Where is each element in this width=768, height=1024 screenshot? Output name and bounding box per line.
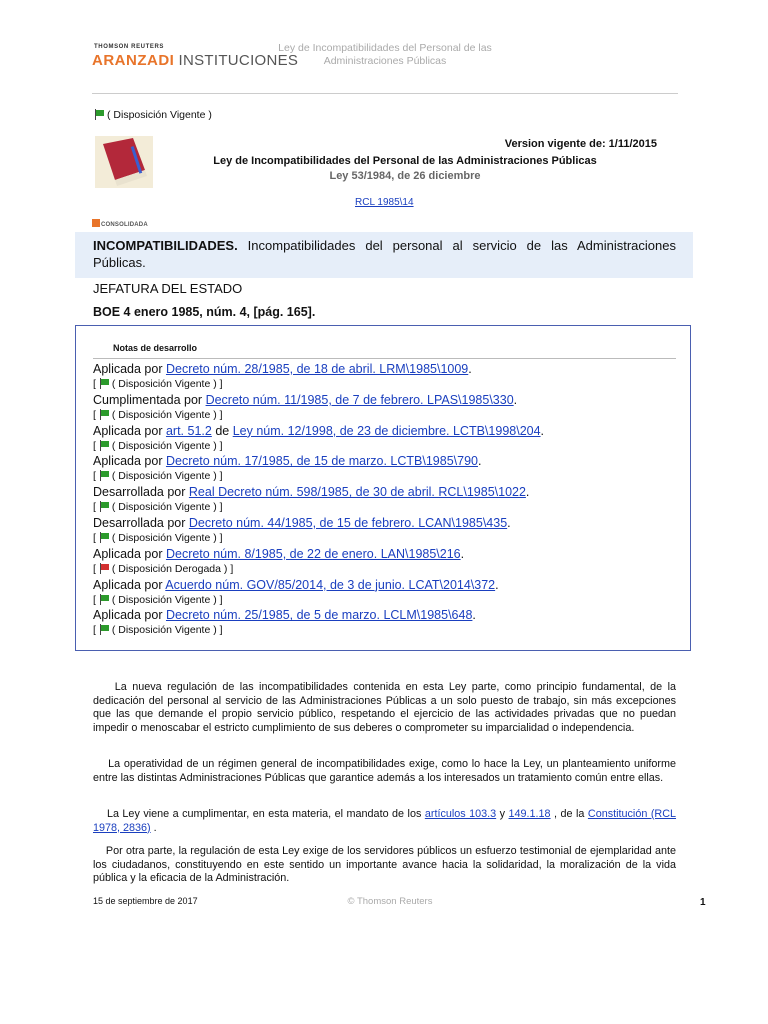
consolidada-icon (92, 219, 100, 227)
paragraph-3-text-b: y (496, 808, 509, 820)
note-item (93, 362, 683, 393)
green-flag-icon (100, 532, 109, 543)
note-suffix: . (472, 608, 476, 623)
brand-aranzadi: ARANZADI (92, 52, 175, 69)
note-line (93, 578, 683, 593)
note-line (93, 362, 683, 377)
note-suffix: . (513, 392, 518, 407)
paragraph-3-text-c: , de la (550, 808, 588, 820)
consolidada-label: CONSOLIDADA (101, 222, 148, 228)
note-status: [ ( Disposición Vigente ) ] (93, 378, 223, 390)
green-flag-icon (95, 109, 104, 120)
paragraph-3-text-a: La Ley viene a cumplimentar, en esta materia, el mandato de los (106, 808, 425, 820)
note-item (93, 485, 683, 516)
paragraph-4 (93, 845, 676, 886)
note-line (93, 393, 683, 408)
issuer: JEFATURA DEL ESTADO (93, 281, 243, 296)
note-link[interactable]: Decreto núm. 28/1985, de 18 de abril. LRM\1985\1009 (165, 362, 469, 376)
note-link[interactable]: art. 51.2 (165, 423, 212, 438)
note-suffix: . (477, 454, 482, 469)
note-prefix: Aplicada por (93, 577, 166, 592)
note-status: [ ( Disposición Vigente ) ] (93, 593, 223, 606)
header-divider (92, 93, 678, 94)
note-status-text: ( Disposición Vigente ) (111, 378, 217, 390)
paragraph-1 (93, 681, 676, 735)
note-status-text: ( Disposición Vigente ) (111, 531, 217, 544)
note-status: [ ( Disposición Vigente ) ] (93, 439, 223, 452)
note-status: [ ( Disposición Vigente ) ] (93, 408, 223, 421)
consolidada-badge (92, 219, 148, 228)
note-status: [ ( Disposición Derogada ) ] (93, 562, 234, 575)
note-item (93, 578, 683, 609)
paragraph-2 (93, 758, 676, 785)
red-flag-icon (100, 563, 109, 574)
note-link[interactable]: Decreto núm. 8/1985, de 22 de enero. LAN\1985\216 (165, 546, 461, 561)
footer-date: 15 de septiembre de 2017 (93, 896, 198, 906)
note-status-text: ( Disposición Vigente ) (111, 439, 217, 452)
brand-thomson-reuters: THOMSON REUTERS (94, 44, 165, 50)
note-line (93, 516, 683, 531)
note-suffix: . (540, 423, 545, 438)
note-item (93, 454, 683, 485)
header-title-line1: Ley de Incompatibilidades del Personal de las (278, 42, 492, 54)
articulo-149-link[interactable]: 149.1.18 (508, 808, 551, 820)
summary-heading: INCOMPATIBILIDADES. (93, 238, 238, 253)
note-link[interactable]: Decreto núm. 17/1985, de 15 de marzo. LCTB\1985\790 (165, 454, 478, 469)
summary-text (93, 237, 676, 271)
law-subtitle: Ley 53/1984, de 26 diciembre (329, 170, 481, 182)
note-line (93, 424, 683, 439)
note-suffix: . (495, 577, 499, 592)
note-prefix: Cumplimentada por (93, 392, 206, 407)
note-status-text: ( Disposición Vigente ) (111, 624, 217, 637)
green-flag-icon (100, 378, 109, 389)
note-suffix: . (525, 485, 530, 500)
note-link-2[interactable]: Ley núm. 12/1998, de 23 de diciembre. LCTB\1998\204 (232, 423, 541, 438)
notes-list (93, 362, 683, 639)
constitucion-link[interactable]: Constitución (RCL 1978, 2836) (93, 808, 677, 834)
articulos-link[interactable]: artículos 103.3 (424, 808, 497, 820)
brand-instituciones: INSTITUCIONES (178, 52, 299, 69)
green-flag-icon (100, 440, 109, 451)
note-link[interactable]: Real Decreto núm. 598/1985, de 30 de abril. RCL\1985\1022 (188, 485, 526, 500)
note-status-text: ( Disposición Vigente ) (111, 470, 217, 483)
note-link[interactable]: Acuerdo núm. GOV/85/2014, de 3 de junio. LCAT\2014\372 (165, 577, 496, 592)
note-item (93, 608, 683, 639)
note-status: [ ( Disposición Vigente ) ] (93, 624, 223, 637)
note-line (93, 547, 683, 562)
green-flag-icon (100, 624, 109, 635)
note-line (93, 485, 683, 500)
note-status: [ ( Disposición Vigente ) ] (93, 501, 223, 514)
note-item (93, 424, 683, 455)
version-date: Version vigente de: 1/11/2015 (504, 138, 657, 150)
note-link[interactable]: Decreto núm. 11/1985, de 7 de febrero. LPAS\1985\330 (205, 392, 514, 407)
green-flag-icon (100, 501, 109, 512)
notes-title: Notas de desarrollo (113, 343, 198, 353)
note-suffix: . (460, 546, 465, 561)
paragraph-3 (93, 808, 676, 835)
note-suffix: . (468, 362, 472, 376)
note-status-text: ( Disposición Vigente ) (111, 593, 217, 606)
brand-logo (92, 52, 298, 69)
header-title-line2: Administraciones Públicas (323, 55, 447, 67)
paragraph-1-text: La nueva regulación de las incompatibilidades contenida en esta Ley parte, como principio fundamental, de la dedicación del personal al servicio de las Administraciones Públicas a un solo puesto de trabajo, sin más excepciones que las que demande el propio servicio público, respetando el ejercicio de las actividades privadas que no puedan impedir o menoscabar el estricto cumplimiento de sus deberes o comprometer su imparcialidad o independencia. (93, 681, 677, 734)
green-flag-icon (100, 594, 109, 605)
paragraph-4-text: Por otra parte, la regulación de esta Ley exige de los servidores públicos un esfuerzo testimonial de ejemplaridad ante los ciudadanos, constituyendo en este sentido un importante avance hacia la solidaridad, la moralización de la vida pública y la eficacia de la Administración. (93, 845, 677, 885)
footer-copyright: © Thomson Reuters (347, 896, 433, 907)
note-line (93, 454, 683, 469)
note-prefix: Aplicada por (93, 362, 166, 376)
boe-reference: BOE 4 enero 1985, núm. 4, [pág. 165]. (93, 305, 316, 319)
note-status-text: ( Disposición Vigente ) (111, 501, 217, 514)
note-prefix: Desarrollada por (93, 515, 189, 530)
green-flag-icon (100, 409, 109, 420)
notes-divider (93, 358, 676, 359)
note-status-text: ( Disposición Derogada ) (111, 562, 228, 575)
status-top-text: ( Disposición Vigente ) (107, 109, 212, 121)
note-item (93, 516, 683, 547)
paragraph-2-text: La operatividad de un régimen general de incompatibilidades exige, como lo hace la Ley, un planteamiento uniforme entre las distintas Administraciones Públicas que garantice además a los interesados un tratamiento común entre ellas. (93, 758, 677, 784)
note-status-text: ( Disposición Vigente ) (111, 408, 217, 421)
note-item (93, 393, 683, 424)
note-status: [ ( Disposición Vigente ) ] (93, 531, 223, 544)
paragraph-3-text-d: . (150, 821, 157, 834)
page-number: 1 (700, 897, 706, 908)
header-document-title (270, 42, 500, 68)
note-prefix: Aplicada por (93, 423, 166, 438)
note-item (93, 547, 683, 578)
law-book-icon (95, 136, 153, 188)
note-prefix: Aplicada por (93, 608, 166, 623)
law-title: Ley de Incompatibilidades del Personal de las Administraciones Públicas (213, 155, 597, 167)
note-link[interactable]: Decreto núm. 44/1985, de 15 de febrero. LCAN\1985\435 (188, 515, 508, 530)
note-line (93, 608, 683, 623)
status-top (94, 109, 212, 121)
note-prefix: Desarrollada por (93, 485, 189, 500)
note-status: [ ( Disposición Vigente ) ] (93, 470, 223, 483)
note-prefix: Aplicada por (93, 546, 166, 561)
summary-body: Incompatibilidades del personal al servicio de las Administraciones Públicas. (93, 238, 676, 270)
note-mid: de (211, 423, 233, 438)
note-suffix: . (507, 515, 511, 530)
green-flag-icon (100, 470, 109, 481)
note-link[interactable]: Decreto núm. 25/1985, de 5 de marzo. LCLM\1985\648 (165, 608, 473, 623)
rcl-link[interactable]: RCL 1985\14 (355, 197, 414, 208)
note-prefix: Aplicada por (93, 454, 166, 469)
